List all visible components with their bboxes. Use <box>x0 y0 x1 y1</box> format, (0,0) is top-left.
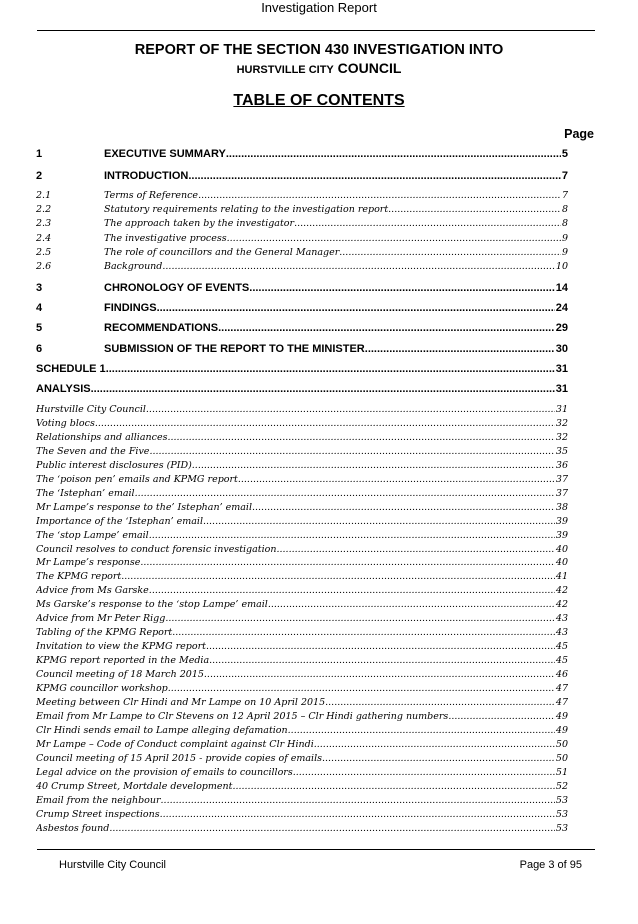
toc-leader-dots <box>95 418 555 429</box>
toc-entry-label: The KPMG report <box>36 571 122 583</box>
toc-entry-label: FINDINGS <box>104 302 157 314</box>
toc-entry-analysis-item[interactable] <box>36 781 568 792</box>
toc-entry-subsection[interactable] <box>36 247 568 258</box>
toc-entry-subsection[interactable] <box>36 218 568 229</box>
toc-entry-page: 32 <box>555 417 568 429</box>
toc-entry-analysis-item[interactable] <box>36 432 568 443</box>
toc-entry-analysis-item[interactable] <box>36 599 568 610</box>
toc-entry-analysis-item[interactable] <box>36 571 568 582</box>
toc-entry-label: Statutory requirements relating to the investigation report <box>104 204 389 216</box>
toc-entry-label: Tabling of the KPMG Report <box>36 627 173 639</box>
toc-entry-label: Advice from Ms Garske <box>36 585 149 597</box>
toc-entry-label: EXECUTIVE SUMMARY <box>104 148 226 160</box>
report-title-line-2 <box>0 60 638 76</box>
toc-entry-subsection[interactable] <box>36 190 568 201</box>
toc-entry-label: KPMG councillor workshop <box>36 683 168 694</box>
toc-leader-dots <box>168 683 555 694</box>
toc-leader-dots <box>135 488 555 499</box>
toc-leader-dots <box>293 767 555 778</box>
toc-entry-page: 50 <box>555 738 568 750</box>
toc-entry-label: SCHEDULE 1 <box>36 363 106 375</box>
toc-entry-analysis-item[interactable] <box>36 725 568 736</box>
toc-entry-section[interactable] <box>36 302 568 314</box>
toc-leader-dots <box>314 739 555 750</box>
toc-leader-dots <box>161 795 555 806</box>
footer-rule <box>37 849 595 850</box>
toc-entry-page: 36 <box>555 459 568 471</box>
toc-entry-label: Council meeting of 15 April 2015 - provide copies of emails <box>36 752 322 764</box>
toc-entry-analysis-item[interactable] <box>36 683 568 694</box>
toc-entry-page: 5 <box>561 148 568 160</box>
toc-entry-page: 53 <box>555 794 568 806</box>
toc-entry-label: INTRODUCTION <box>104 170 189 182</box>
toc-entry-analysis-item[interactable] <box>36 795 568 806</box>
toc-leader-dots <box>203 516 555 527</box>
toc-entry-label: SUBMISSION OF THE REPORT TO THE MINISTER <box>104 343 365 355</box>
toc-entry-page: 45 <box>555 655 568 667</box>
toc-entry-page: 51 <box>555 766 568 778</box>
toc-entry-page: 53 <box>555 808 568 820</box>
toc-leader-dots <box>162 261 555 272</box>
toc-entry-subsection[interactable] <box>36 204 568 215</box>
toc-entry-analysis-item[interactable] <box>36 474 568 485</box>
toc-entry-page: 37 <box>555 487 568 499</box>
toc-entry-page: 24 <box>555 302 568 314</box>
toc-leader-dots <box>188 170 561 182</box>
toc-entry-analysis-item[interactable] <box>36 627 568 638</box>
report-title-smallcaps: HURSTVILLE CITY <box>236 64 334 76</box>
toc-entry-page: 41 <box>555 571 568 583</box>
toc-entry-label: Advice from Mr Peter Rigg <box>36 613 166 625</box>
toc-entry-analysis[interactable] <box>36 383 568 395</box>
toc-entry-page: 39 <box>555 515 568 527</box>
running-header-title: Investigation Report <box>261 0 377 15</box>
toc-page-column-label: Page <box>564 127 594 141</box>
toc-entry-page: 30 <box>555 343 568 355</box>
toc-leader-dots <box>218 322 555 334</box>
toc-entry-page: 47 <box>555 683 568 694</box>
toc-entry-page: 8 <box>561 204 568 216</box>
report-title-line-1: REPORT OF THE SECTION 430 INVESTIGATION INTO <box>134 42 504 58</box>
toc-entry-number: 2.1 <box>36 190 52 201</box>
toc-entry-page: 29 <box>555 322 568 334</box>
toc-entry-page: 7 <box>561 190 568 201</box>
toc-leader-dots <box>167 432 554 443</box>
toc-entry-number: 2.5 <box>36 246 52 258</box>
toc-entry-number: 2.2 <box>36 204 52 216</box>
toc-entry-analysis-item[interactable] <box>36 502 568 513</box>
header-rule <box>37 30 595 31</box>
toc-entry-analysis-item[interactable] <box>36 544 568 555</box>
toc-entry-label: KPMG report reported in the Media <box>36 655 210 667</box>
toc-entry-label: Invitation to view the KPMG report <box>36 641 206 653</box>
toc-entry-page: 14 <box>555 282 568 294</box>
toc-entry-number: 1 <box>36 148 43 160</box>
toc-entry-label: Meeting between Clr Hindi and Mr Lampe on 10 April 2015 <box>36 696 326 708</box>
toc-entry-page: 45 <box>555 641 568 653</box>
toc-entry-number: 5 <box>36 322 43 334</box>
toc-entry-label: RECOMMENDATIONS <box>104 322 219 334</box>
toc-leader-dots <box>322 753 555 764</box>
toc-entry-label: The role of councillors and the General Manager <box>104 246 340 258</box>
toc-entry-label: Mr Lampe’s response <box>36 557 141 569</box>
toc-entry-page: 47 <box>555 696 568 708</box>
toc-entry-analysis-item[interactable] <box>36 404 568 415</box>
toc-leader-dots <box>388 204 561 215</box>
toc-entry-section[interactable] <box>36 148 568 160</box>
toc-entry-label: Council resolves to conduct forensic investigation <box>36 543 277 555</box>
toc-entry-subsection[interactable] <box>36 233 568 244</box>
toc-leader-dots <box>204 669 555 680</box>
toc-entry-page: 40 <box>555 557 568 569</box>
toc-entry-section[interactable] <box>36 282 568 294</box>
toc-entry-label: Mr Lampe’s response to the’ Istephan’ email <box>36 501 252 513</box>
toc-entry-section[interactable] <box>36 343 568 355</box>
toc-leader-dots <box>192 460 555 471</box>
toc-entry-number: 2.4 <box>36 232 52 244</box>
toc-entry-analysis-item[interactable] <box>36 711 568 722</box>
toc-leader-dots <box>325 697 555 708</box>
toc-leader-dots <box>232 781 554 792</box>
toc-entry-page: 31 <box>555 404 568 415</box>
toc-entry-page: 43 <box>555 627 568 639</box>
toc-entry-schedule[interactable] <box>36 363 568 375</box>
toc-entry-label: Legal advice on the provision of emails to councillors <box>36 766 293 778</box>
toc-leader-dots <box>227 233 561 244</box>
toc-leader-dots <box>268 599 555 610</box>
toc-entry-label: Asbestos found <box>36 822 110 834</box>
toc-entry-label: Crump Street inspections <box>36 808 160 820</box>
toc-entry-label: CHRONOLOGY OF EVENTS <box>104 282 250 294</box>
toc-entry-label: The Seven and the Five <box>36 445 150 457</box>
toc-entry-label: The approach taken by the investigator <box>104 218 295 230</box>
toc-leader-dots <box>91 383 555 395</box>
report-title-council: COUNCIL <box>337 60 402 76</box>
toc-entry-number: 4 <box>36 302 43 314</box>
toc-entry-analysis-item[interactable] <box>36 823 568 834</box>
toc-entry-analysis-item[interactable] <box>36 530 568 541</box>
toc-leader-dots <box>172 627 555 638</box>
toc-entry-page: 31 <box>555 363 568 375</box>
toc-leader-dots <box>149 585 555 596</box>
toc-entry-page: 49 <box>555 710 568 722</box>
toc-entry-analysis-item[interactable] <box>36 809 568 820</box>
toc-entry-page: 10 <box>555 261 568 272</box>
toc-entry-label: Hurstville City Council <box>36 404 146 415</box>
toc-entry-number: 6 <box>36 343 43 355</box>
toc-leader-dots <box>206 641 555 652</box>
toc-entry-page: 39 <box>555 529 568 541</box>
toc-entry-page: 42 <box>555 585 568 597</box>
toc-entry-analysis-item[interactable] <box>36 739 568 750</box>
toc-entry-analysis-item[interactable] <box>36 641 568 652</box>
toc-heading: TABLE OF CONTENTS <box>233 92 405 109</box>
toc-entry-page: 40 <box>555 543 568 555</box>
toc-leader-dots <box>160 809 555 820</box>
toc-entry-page: 31 <box>555 383 568 395</box>
toc-entry-label: Mr Lampe – Code of Conduct complaint against Clr Hindi <box>36 738 314 750</box>
toc-leader-dots <box>339 247 561 258</box>
toc-entry-analysis-item[interactable] <box>36 613 568 624</box>
toc-entry-analysis-item[interactable] <box>36 767 568 778</box>
toc-leader-dots <box>226 148 561 160</box>
toc-leader-dots <box>146 404 555 415</box>
toc-entry-analysis-item[interactable] <box>36 557 568 568</box>
toc-leader-dots <box>288 725 555 736</box>
toc-entry-analysis-item[interactable] <box>36 516 568 527</box>
toc-entry-page: 42 <box>555 599 568 611</box>
toc-leader-dots <box>109 823 555 834</box>
toc-entry-page: 7 <box>561 170 568 182</box>
toc-entry-subsection[interactable] <box>36 261 568 272</box>
toc-leader-dots <box>165 613 555 624</box>
toc-leader-dots <box>448 711 555 722</box>
toc-leader-dots <box>149 446 554 457</box>
toc-entry-number: 3 <box>36 282 43 294</box>
toc-entry-number: 2 <box>36 170 43 182</box>
toc-entry-analysis-item[interactable] <box>36 585 568 596</box>
toc-entry-page: 32 <box>555 431 568 443</box>
toc-entry-label: Ms Garske’s response to the ‘stop Lampe’ email <box>36 599 268 611</box>
toc-entry-section[interactable] <box>36 170 568 182</box>
footer-left: Hurstville City Council <box>59 859 166 871</box>
toc-entry-label: Email from Mr Lampe to Clr Stevens on 12 April 2015 – Clr Hindi gathering numbers <box>36 710 449 722</box>
toc-leader-dots <box>252 502 555 513</box>
toc-leader-dots <box>140 557 555 568</box>
toc-entry-analysis-item[interactable] <box>36 460 568 471</box>
toc-leader-dots <box>238 474 555 485</box>
toc-entry-analysis-item[interactable] <box>36 697 568 708</box>
toc-entry-label: 40 Crump Street, Mortdale development <box>36 780 233 792</box>
toc-entry-page: 38 <box>555 501 568 513</box>
toc-entry-analysis-item[interactable] <box>36 488 568 499</box>
toc-entry-label: The ‘poison pen’ emails and KPMG report <box>36 473 238 485</box>
footer-page-number: Page 3 of 95 <box>519 859 582 871</box>
toc-entry-section[interactable] <box>36 322 568 334</box>
toc-entry-label: Clr Hindi sends email to Lampe alleging defamation <box>36 724 288 736</box>
toc-entry-label: Terms of Reference <box>104 190 199 201</box>
toc-entry-page: 8 <box>561 218 568 230</box>
toc-entry-label: Council meeting of 18 March 2015 <box>36 669 204 681</box>
toc-entry-analysis-item[interactable] <box>36 446 568 457</box>
toc-leader-dots <box>149 530 555 541</box>
toc-entry-analysis-item[interactable] <box>36 418 568 429</box>
toc-entry-page: 43 <box>555 613 568 625</box>
toc-leader-dots <box>276 544 554 555</box>
toc-entry-number: 2.3 <box>36 218 52 230</box>
toc-entry-number: 2.6 <box>36 261 52 272</box>
toc-leader-dots <box>121 571 555 582</box>
toc-leader-dots <box>209 655 555 666</box>
toc-entry-page: 35 <box>555 445 568 457</box>
toc-entry-page: 49 <box>555 724 568 736</box>
toc-entry-label: The ‘Istephan’ email <box>36 487 135 499</box>
toc-leader-dots <box>294 218 561 229</box>
toc-leader-dots <box>365 343 555 355</box>
toc-entry-page: 9 <box>561 246 568 258</box>
toc-entry-label: Voting blocs <box>36 417 95 429</box>
toc-leader-dots <box>157 302 555 314</box>
toc-entry-label: The investigative process <box>104 232 227 244</box>
toc-entry-page: 52 <box>555 780 568 792</box>
toc-leader-dots <box>198 190 561 201</box>
toc-entry-label: Email from the neighbour <box>36 794 161 806</box>
toc-entry-label: Relationships and alliances <box>36 431 168 443</box>
toc-entry-page: 50 <box>555 752 568 764</box>
toc-entry-analysis-item[interactable] <box>36 655 568 666</box>
toc-entry-label: ANALYSIS <box>36 383 91 395</box>
toc-entry-label: Importance of the ‘Istephan’ email <box>36 515 203 527</box>
toc-entry-analysis-item[interactable] <box>36 753 568 764</box>
toc-leader-dots <box>249 282 554 294</box>
toc-entry-label: Public interest disclosures (PID) <box>36 459 192 471</box>
toc-entry-analysis-item[interactable] <box>36 669 568 680</box>
toc-leader-dots <box>106 363 555 375</box>
toc-entry-label: The ‘stop Lampe’ email <box>36 529 149 541</box>
toc-entry-label: Background <box>104 261 163 272</box>
toc-entry-page: 53 <box>555 822 568 834</box>
toc-entry-page: 9 <box>561 232 568 244</box>
toc-entry-page: 37 <box>555 473 568 485</box>
toc-entry-page: 46 <box>555 669 568 681</box>
